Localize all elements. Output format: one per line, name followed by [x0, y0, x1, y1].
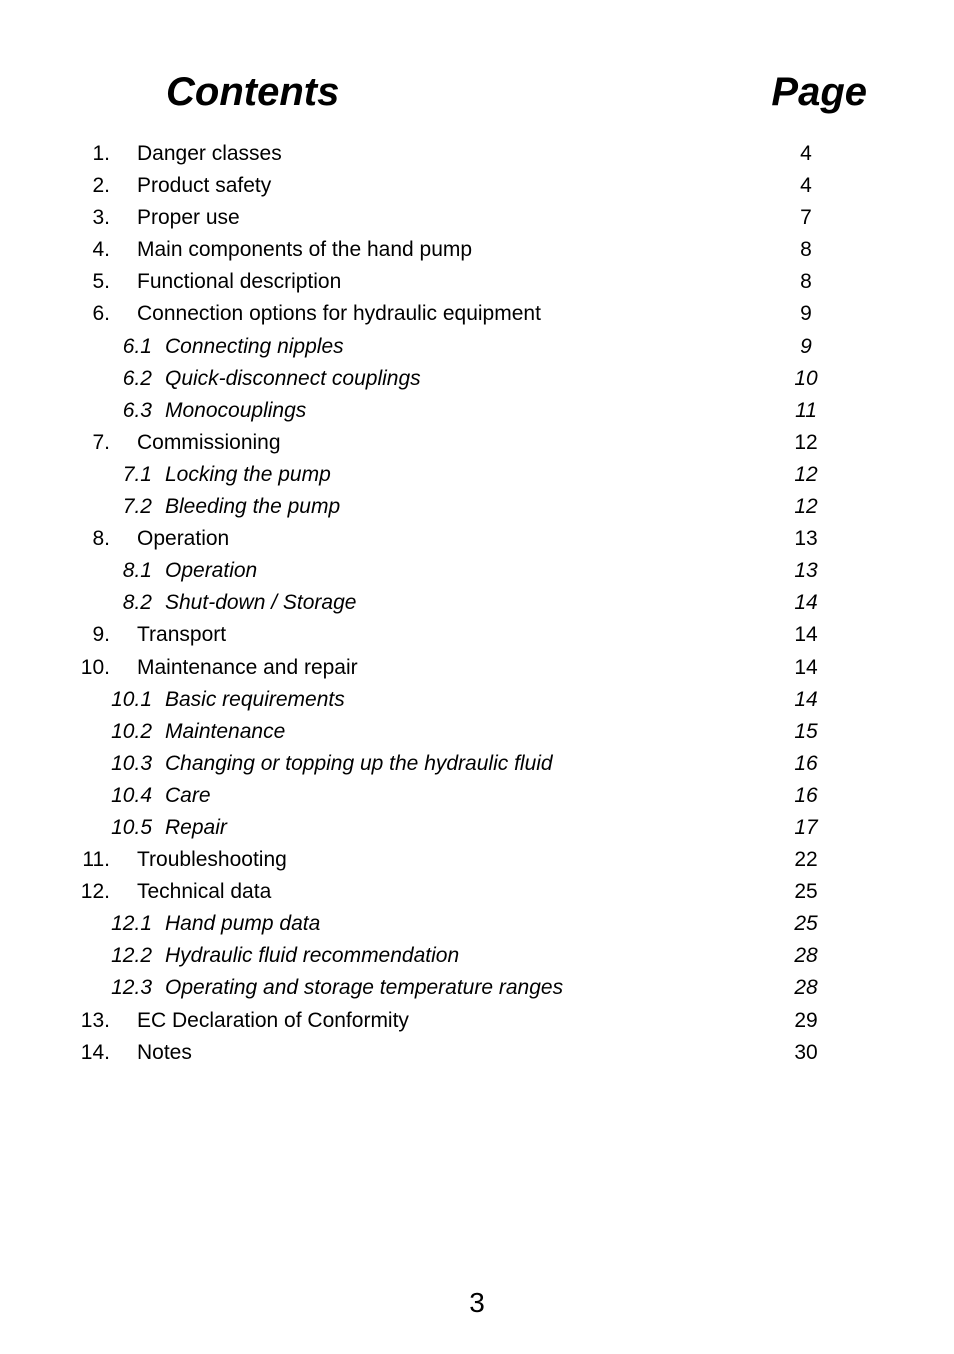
toc-entry-page: 14 [794, 655, 818, 679]
toc-entry [53, 652, 856, 684]
toc-entry-label: Quick-disconnect couplings [165, 366, 421, 390]
toc-entry-page: 9 [800, 334, 812, 358]
toc-entry-page: 4 [800, 174, 812, 198]
toc-entry-number: 3. [92, 206, 110, 230]
toc-list [53, 138, 856, 1069]
toc-entry-number: 1. [92, 142, 110, 165]
toc-entry [53, 170, 856, 202]
toc-entry-number: 8.2 [122, 591, 152, 615]
toc-entry-label: Product safety [137, 174, 272, 198]
toc-entry [53, 780, 856, 812]
toc-entry-page: 16 [794, 783, 818, 807]
toc-entry-number: 6.3 [122, 398, 152, 422]
toc-entry-page: 4 [800, 142, 812, 165]
toc-entry-label: Functional description [137, 270, 342, 294]
toc-entry-number: 6.2 [122, 366, 152, 390]
toc-entry-number: 5. [92, 270, 110, 294]
toc-entry-label: Main components of the hand pump [137, 238, 473, 262]
toc-entry [53, 1037, 856, 1069]
toc-entry-page: 13 [794, 527, 818, 551]
toc-entry-label: Operation [137, 527, 230, 551]
toc-entry-label: Repair [165, 815, 227, 839]
toc-entry-number: 10.3 [111, 751, 152, 775]
toc-entry-label: Shut-down / Storage [165, 591, 357, 615]
toc-entry-label: Troubleshooting [137, 848, 287, 872]
toc-entry-label: Connecting nipples [165, 334, 344, 358]
toc-entry-page: 28 [794, 944, 818, 968]
toc-entry-number: 10.5 [111, 815, 152, 839]
toc-entry-page: 9 [800, 302, 812, 326]
toc-entry-label: Hydraulic fluid recommendation [165, 944, 460, 968]
toc-entry [53, 812, 856, 844]
toc-entry-number: 7.2 [122, 495, 152, 519]
toc-entry-label: Transport [137, 623, 227, 647]
toc-entry-number: 4. [92, 238, 110, 262]
toc-entry-page: 22 [794, 848, 818, 872]
toc-entry-label: Danger classes [137, 142, 282, 165]
toc-entry-page: 14 [794, 687, 818, 711]
toc-entry-label: Maintenance [165, 719, 286, 743]
toc-entry-label: Basic requirements [165, 687, 345, 711]
toc-entry-label: EC Declaration of Conformity [137, 1008, 409, 1032]
toc-entry [53, 138, 856, 170]
toc-entry [53, 844, 856, 876]
toc-entry [53, 876, 856, 908]
toc-entry-page: 12 [794, 495, 818, 519]
toc-entry-number: 12.3 [111, 976, 152, 1000]
toc-entry-number: 8.1 [122, 559, 152, 583]
toc-entry [53, 395, 856, 427]
toc-entry-page: 29 [794, 1008, 818, 1032]
toc-entry-page: 16 [794, 751, 818, 775]
toc-entry-label: Care [165, 783, 211, 807]
toc-entry-number: 2. [92, 174, 110, 198]
toc-entry-page: 13 [794, 559, 818, 583]
toc-entry-number: 12.2 [111, 944, 152, 968]
toc-entry [53, 202, 856, 234]
toc-entry-page: 7 [800, 206, 812, 230]
toc-entry-label: Commissioning [137, 430, 281, 454]
toc-entry [53, 363, 856, 395]
toc-entry [53, 716, 856, 748]
toc-entry [53, 587, 856, 619]
toc-entry-page: 28 [794, 976, 818, 1000]
toc-entry-label: Technical data [137, 880, 272, 904]
toc-entry-number: 7. [92, 430, 110, 454]
toc-entry-page: 14 [794, 623, 818, 647]
toc-entry-page: 25 [794, 880, 818, 904]
toc-entry-page: 15 [794, 719, 818, 743]
toc-entry [53, 491, 856, 523]
toc-entry-number: 12. [80, 880, 110, 904]
toc-entry-page: 30 [794, 1040, 818, 1064]
toc-entry-label: Maintenance and repair [137, 655, 358, 679]
toc-entry-label: Monocouplings [165, 398, 307, 422]
toc-entry-label: Proper use [137, 206, 240, 230]
toc-entry [53, 331, 856, 363]
toc-entry-page: 25 [794, 912, 818, 936]
toc-entry-number: 10.2 [111, 719, 152, 743]
toc-entry-page: 10 [794, 366, 818, 390]
toc-entry-page: 12 [794, 462, 818, 486]
contents-title: Contents [166, 70, 340, 114]
footer-page-number: 3 [469, 1287, 485, 1318]
toc-entry-number: 9. [92, 623, 110, 647]
toc-entry-label: Bleeding the pump [165, 495, 341, 519]
toc-entry-page: 8 [800, 270, 812, 294]
toc-entry [53, 1005, 856, 1037]
toc-entry-label: Hand pump data [165, 912, 321, 936]
toc-entry-number: 11. [82, 848, 110, 872]
toc-entry-number: 7.1 [122, 462, 152, 486]
toc-entry-number: 8. [92, 527, 110, 551]
toc-entry [53, 523, 856, 555]
toc-entry [53, 940, 856, 972]
toc-entry [53, 555, 856, 587]
toc-entry-number: 6. [92, 302, 110, 326]
toc-entry-number: 13. [80, 1008, 110, 1032]
toc-entry-number: 10. [80, 655, 110, 679]
toc-entry-label: Locking the pump [165, 462, 331, 486]
toc-entry-page: 12 [794, 430, 818, 454]
toc-entry [53, 427, 856, 459]
toc-entry-page: 11 [795, 398, 817, 422]
toc-entry [53, 908, 856, 940]
toc-entry-label: Operation [165, 559, 258, 583]
toc-entry [53, 619, 856, 651]
toc-entry [53, 459, 856, 491]
toc-entry-number: 6.1 [122, 334, 152, 358]
toc-entry-number: 10.4 [111, 783, 152, 807]
toc-entry-number: 14. [80, 1040, 110, 1064]
toc-entry [53, 748, 856, 780]
toc-entry [53, 266, 856, 298]
toc-entry [53, 298, 856, 330]
toc-entry [53, 684, 856, 716]
toc-entry-page: 14 [794, 591, 818, 615]
toc-entry [53, 972, 856, 1004]
toc-entry-label: Notes [137, 1040, 192, 1064]
page-column-header: Page [771, 70, 867, 114]
toc-entry-number: 10.1 [111, 687, 152, 711]
toc-entry-page: 8 [800, 238, 812, 262]
toc-entry-number: 12.1 [111, 912, 152, 936]
toc-entry-label: Connection options for hydraulic equipment [137, 302, 541, 326]
toc-entry-page: 17 [794, 815, 818, 839]
toc-entry-label: Operating and storage temperature ranges [165, 976, 564, 1000]
toc-entry-label: Changing or topping up the hydraulic fluid [165, 751, 553, 775]
toc-entry [53, 234, 856, 266]
